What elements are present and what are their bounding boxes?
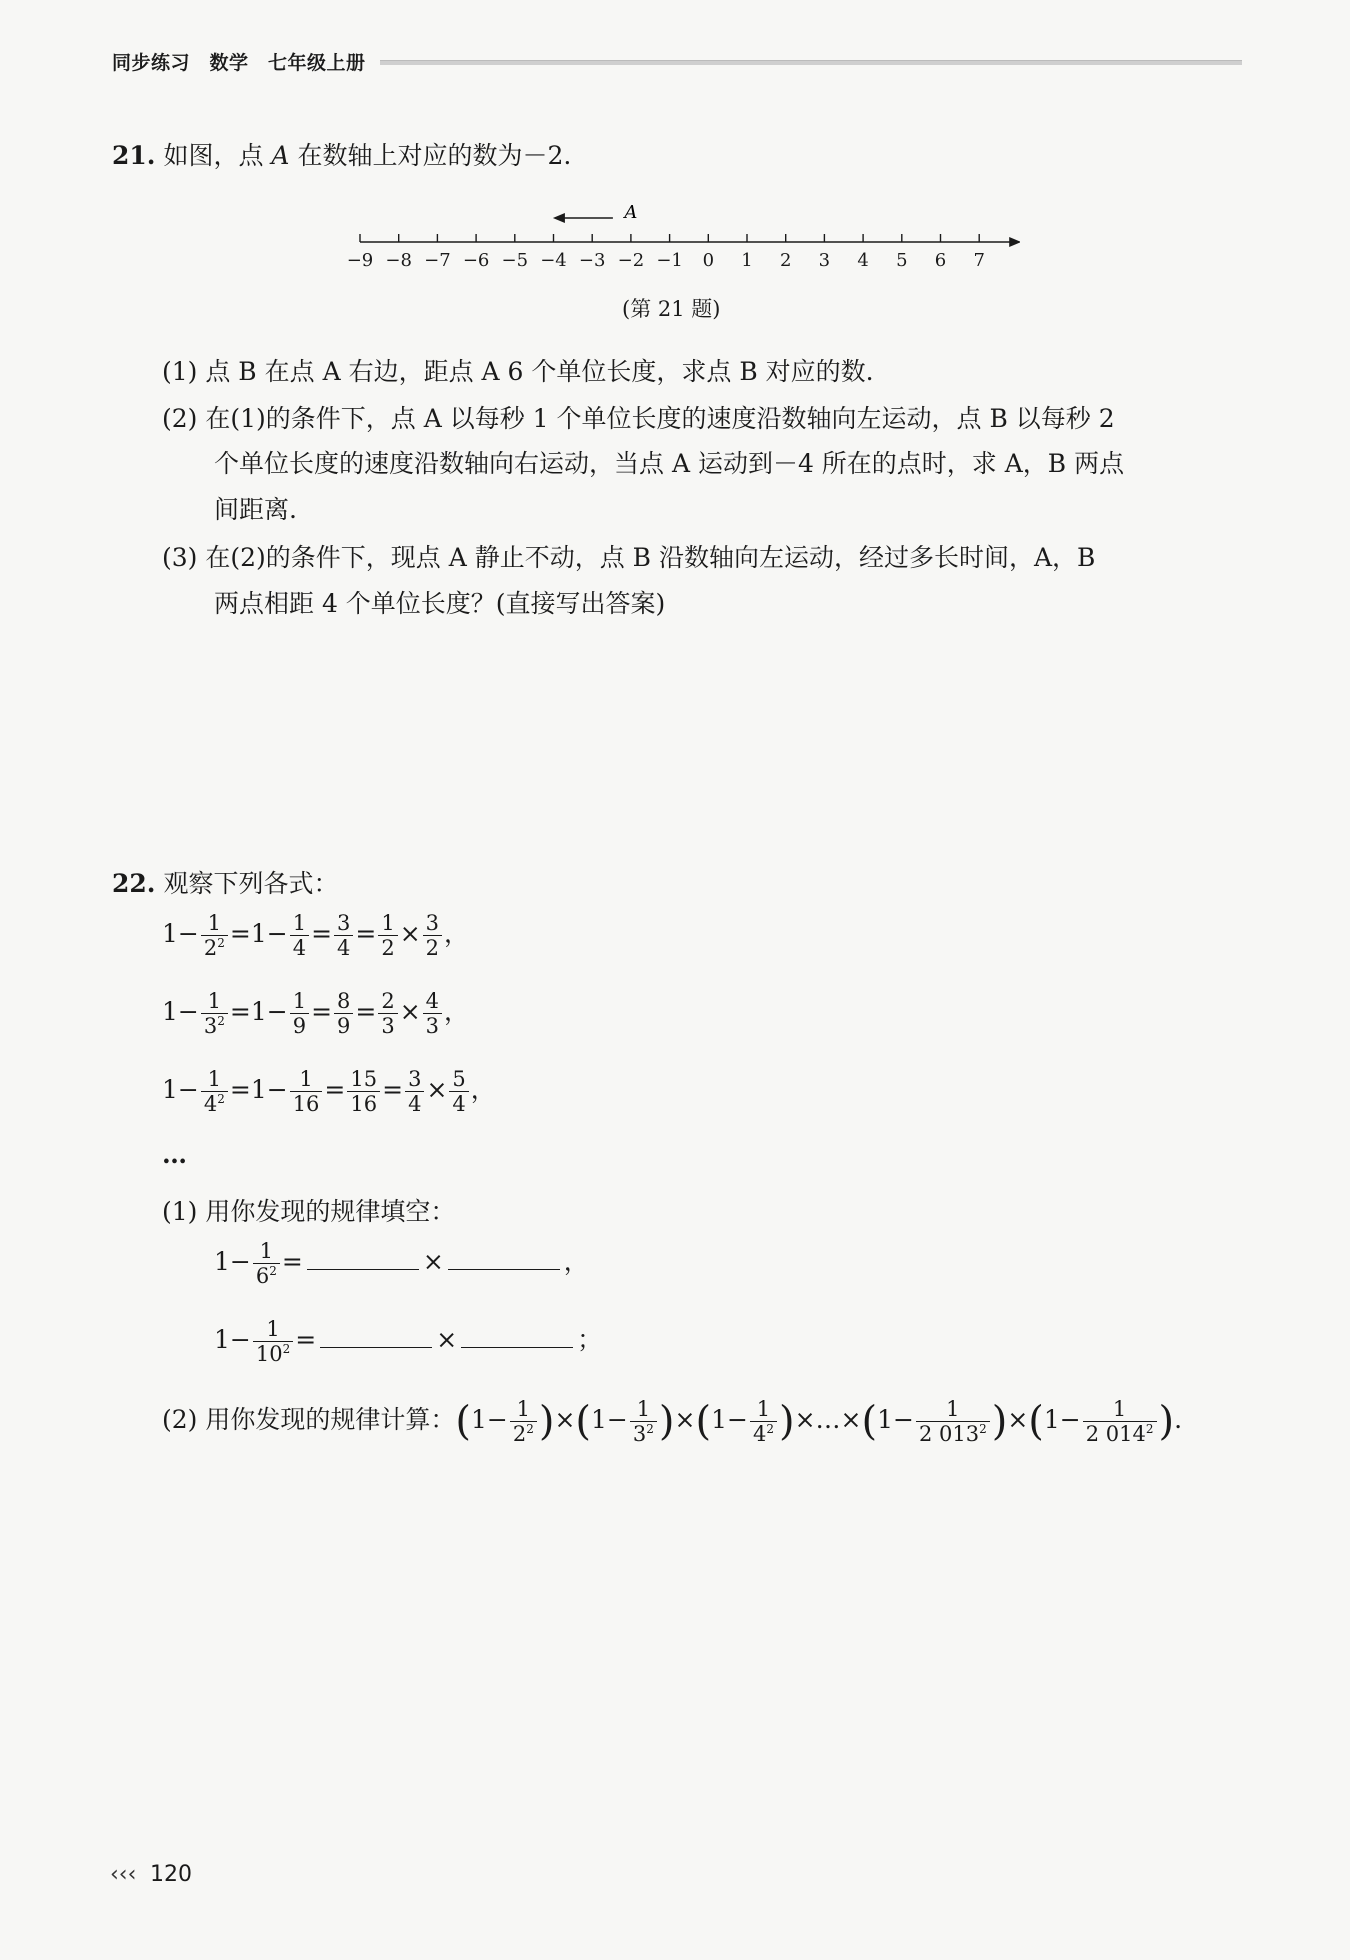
eq2-part: ， [444, 997, 470, 1027]
eq1-part: × [399, 919, 421, 949]
equation-3 [162, 1068, 496, 1115]
eq3-frac3: $\frac{15}{16}$ [347, 1068, 380, 1115]
eq3-part: × [426, 1075, 448, 1105]
eq2-part: × [399, 997, 421, 1027]
q21-part3-line2: 两点相距 4 个单位长度？(直接写出答案) [214, 589, 666, 618]
eq2-frac2: $\frac{1}{9}$ [290, 990, 309, 1037]
q21-part2-line2: 个单位长度的速度沿数轴向右运动，当点 A 运动到－4 所在的点时，求 A，B 两点 [214, 449, 1125, 478]
figure-caption: (第 21 题) [622, 297, 721, 321]
q21-part3-line1: (3) 在(2)的条件下，现点 A 静止不动，点 B 沿数轴向左运动，经过多长时间，A，B [162, 543, 1096, 572]
answer-blank[interactable] [307, 1245, 419, 1270]
eq1-frac4: $\frac{1}{2}$ [378, 912, 397, 959]
axis-tick-label: 7 [973, 250, 985, 271]
eq1-part: ， [444, 919, 470, 949]
eq1-frac3: $\frac{3}{4}$ [334, 912, 353, 959]
eq3-frac2: $\frac{1}{16}$ [290, 1068, 323, 1115]
q21-intro-point: A [271, 141, 290, 170]
fill2-part: × [436, 1325, 458, 1355]
q21-part2-line1: (2) 在(1)的条件下，点 A 以每秒 1 个单位长度的速度沿数轴向左运动，点 B 以每秒 2 [162, 404, 1115, 433]
axis-tick-label: −8 [385, 250, 412, 271]
q21-part2-line3: 间距离. [214, 495, 297, 524]
q22-part2: (2) 用你发现的规律计算：(1− $\frac{1}{2^2}$ )×(1− $\frac{1}{3^2}$ )×(1− $\frac{1}{4^2}$ )×…×(1− $\frac{1}{2 013^2}$ )×(1− $\frac{1}{2 014^2}$ ). [162, 1397, 1183, 1447]
eq3-part: ， [470, 1075, 496, 1105]
fill1-part: ， [563, 1247, 589, 1277]
eq2-part: 1− [162, 997, 199, 1027]
eq3-frac5: $\frac{5}{4}$ [449, 1068, 468, 1115]
eq3-frac1: $\frac{1}{4^2}$ [201, 1068, 228, 1115]
axis-tick-label: −2 [617, 250, 645, 271]
eq3-part: =1− [229, 1075, 288, 1105]
eq2-frac3: $\frac{8}{9}$ [334, 990, 353, 1037]
q21-number: 21. [112, 141, 156, 170]
fill2-part: = [295, 1325, 317, 1355]
fill2-part: ； [577, 1325, 603, 1355]
axis-tick-label: −5 [501, 250, 529, 271]
page-arrows-icon: ‹‹‹ [110, 1862, 137, 1887]
fill1-part: 1− [214, 1247, 251, 1277]
fill2-part: 1− [214, 1325, 251, 1355]
eq2-part: =1− [229, 997, 288, 1027]
page-number: 120 [150, 1862, 192, 1887]
eq2-frac5: $\frac{4}{3}$ [423, 990, 442, 1037]
eq3-part: = [324, 1075, 346, 1105]
eq1-part: = [311, 919, 333, 949]
axis-tick-label: −4 [540, 250, 567, 271]
q22-part1: (1) 用你发现的规律填空： [162, 1197, 456, 1226]
fill-blank-line-2 [214, 1318, 602, 1365]
fill1-frac: $\frac{1}{6^2}$ [253, 1240, 280, 1287]
axis-tick-label: −1 [656, 250, 683, 271]
q21-intro-b: 在数轴上对应的数为－2. [297, 141, 572, 170]
number-line [330, 200, 1020, 280]
answer-blank[interactable] [461, 1323, 573, 1348]
eq3-part: 1− [162, 1075, 199, 1105]
q22-number: 22. [112, 869, 156, 898]
eq1-part: = [355, 919, 377, 949]
fill-blank-line-1 [214, 1240, 589, 1287]
ellipsis: … [162, 1140, 187, 1169]
eq3-part: = [382, 1075, 404, 1105]
axis-tick-label: 4 [857, 250, 869, 271]
equation-2 [162, 990, 469, 1037]
q21-part1: (1) 点 B 在点 A 右边，距点 A 6 个单位长度，求点 B 对应的数. [162, 357, 874, 386]
eq3-frac4: $\frac{3}{4}$ [405, 1068, 424, 1115]
eq1-frac2: $\frac{1}{4}$ [290, 912, 309, 959]
axis-tick-label: 6 [934, 250, 947, 271]
axis-tick-label: 3 [818, 250, 831, 271]
axis-tick-label: −7 [424, 250, 451, 271]
q22-intro [112, 864, 338, 900]
running-header: 同步练习 数学 七年级上册 [112, 52, 366, 74]
answer-blank[interactable] [320, 1323, 432, 1348]
eq2-part: = [355, 997, 377, 1027]
axis-tick-label: −9 [346, 250, 374, 271]
header-rule [380, 60, 1242, 65]
axis-tick-label: −3 [578, 250, 606, 271]
left-arrowhead-icon [553, 213, 565, 223]
eq2-frac4: $\frac{2}{3}$ [378, 990, 397, 1037]
q22-part2-text: (2) 用你发现的规律计算： [162, 1405, 456, 1435]
eq1-part: 1− [162, 919, 199, 949]
q22-intro-text: 观察下列各式： [163, 869, 339, 898]
eq1-part: =1− [229, 919, 288, 949]
axis-tick-label: 2 [779, 250, 792, 271]
q21-intro-a: 如图，点 [163, 141, 264, 170]
eq1-frac5: $\frac{3}{2}$ [423, 912, 442, 959]
axis-tick-label: 5 [896, 250, 908, 271]
q21-intro [112, 136, 571, 172]
axis-tick-label: 1 [741, 250, 753, 271]
axis-tick-label: 0 [702, 250, 715, 271]
eq2-part: = [311, 997, 333, 1027]
eq2-frac1: $\frac{1}{3^2}$ [201, 990, 228, 1037]
axis-arrow-icon [1009, 237, 1020, 247]
point-a-label: A [624, 202, 638, 223]
fill1-part: × [422, 1247, 444, 1277]
answer-blank[interactable] [448, 1245, 560, 1270]
eq1-frac1: $\frac{1}{2^2}$ [201, 912, 228, 959]
fill1-part: = [281, 1247, 303, 1277]
axis-tick-label: −6 [462, 250, 490, 271]
fill2-frac: $\frac{1}{10^2}$ [253, 1318, 293, 1365]
equation-1 [162, 912, 469, 959]
